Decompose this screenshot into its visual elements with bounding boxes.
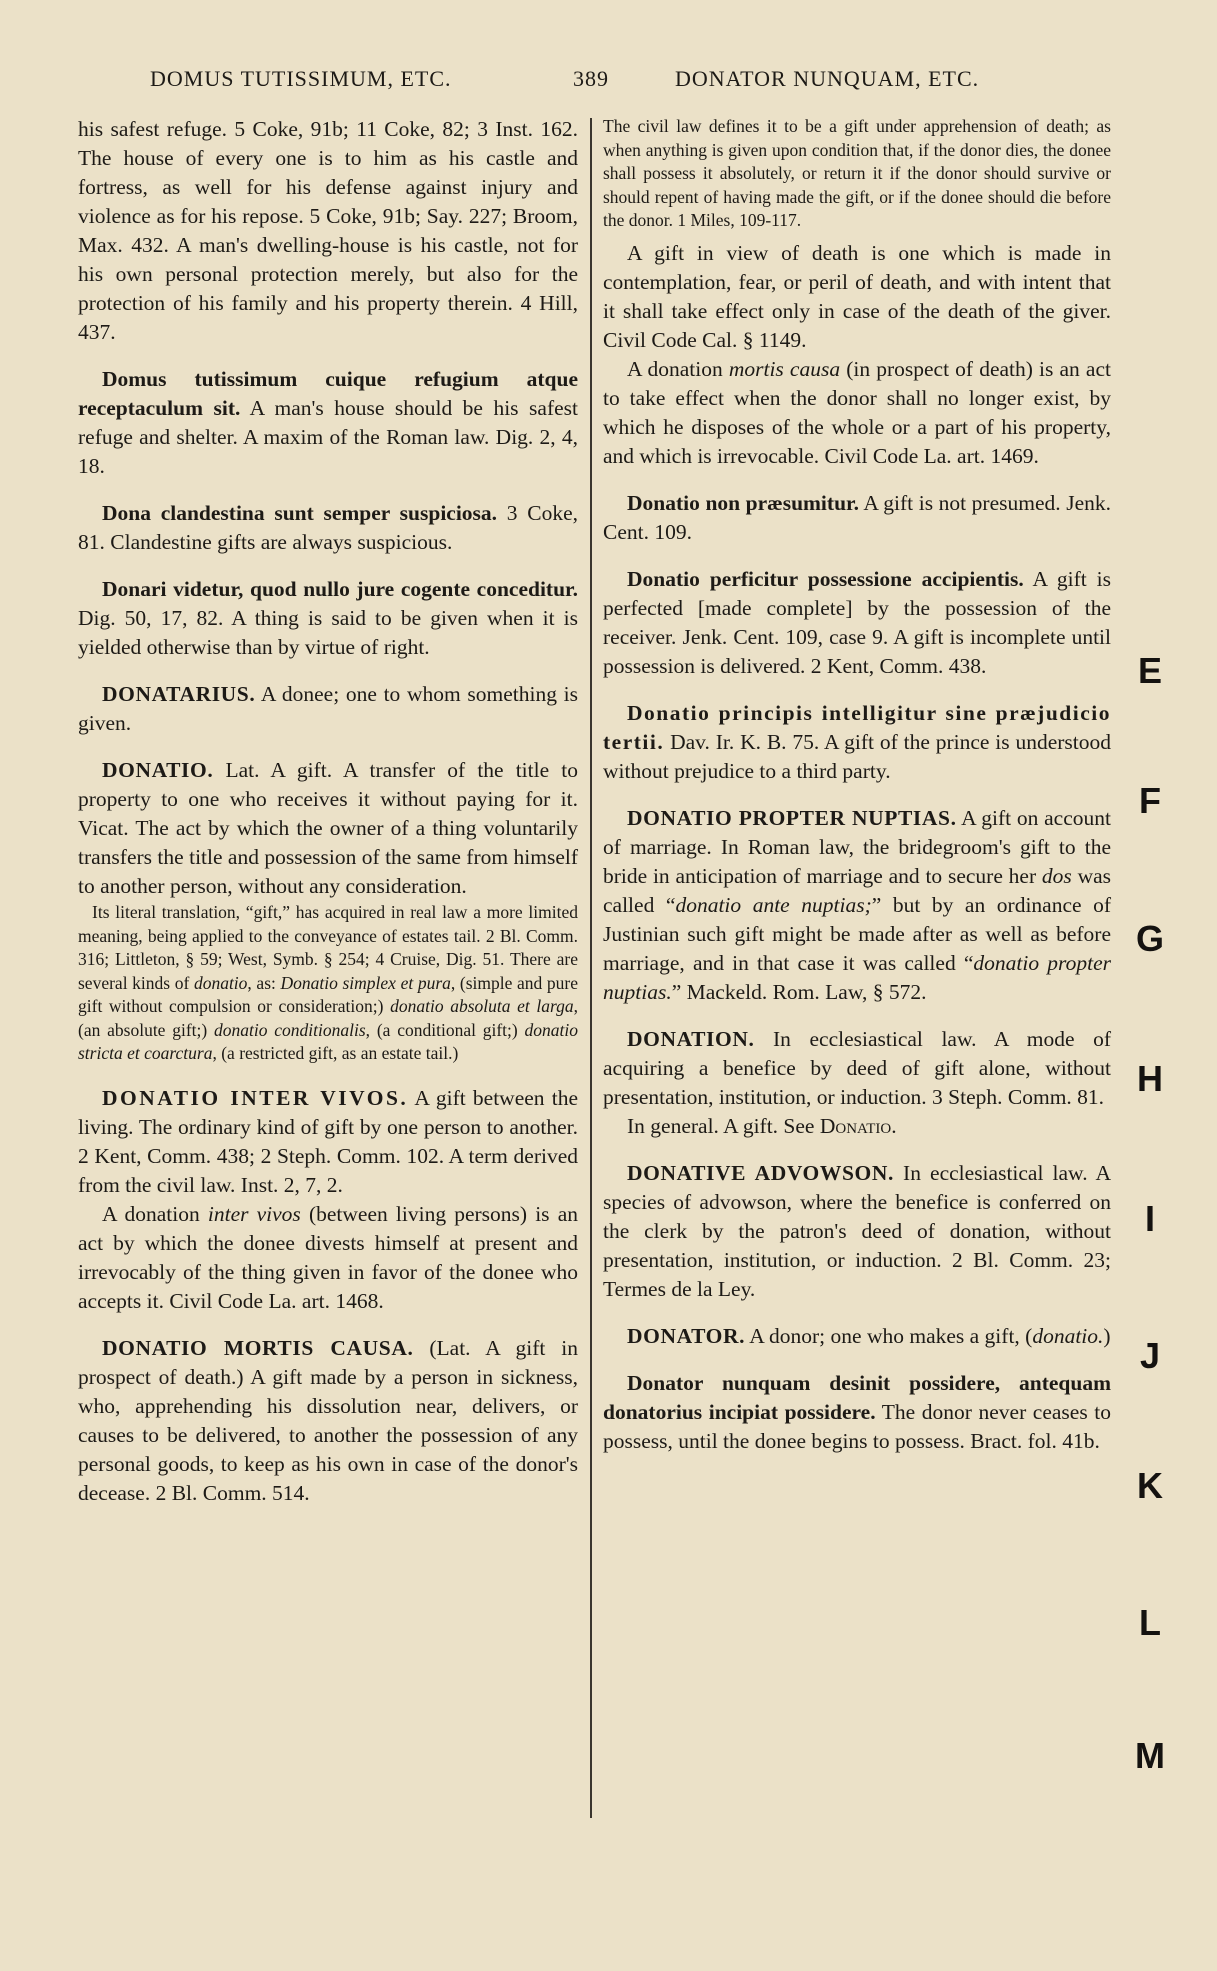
- entry-paragraph: [603, 1369, 1111, 1456]
- entry-paragraph: [603, 804, 1111, 1007]
- entry-definition: Lat. A gift. A transfer of the title to property to one who receives it without paying for it. Vicat. The act by which the owner of a thing voluntarily transfers the title and possession of the same from himself to another person, without any consideration.: [78, 758, 578, 898]
- entry-text: ): [1103, 1323, 1111, 1348]
- entry-text: his safest refuge. 5 Coke, 91b; 11 Coke, 82; 3 Inst. 162. The house of every one is to him as his castle and fortress, as well for his defense against injury and violence as for his repose. 5 Coke, 91b; Say. 227; Broom, Max. 432. A man's dwelling-house is his castle, not for his own personal protection merely, but also for the protection of his family and his property therein. 4 Hill, 437.: [78, 117, 578, 344]
- entry-definition: A gift between the living. The ordinary kind of gift by one person to another. 2 Kent, Comm. 438; 2 Steph. Comm. 102. A term derived from the civil law. Inst. 2, 7, 2.: [78, 1085, 578, 1197]
- entry-paragraph: [78, 499, 578, 557]
- entry-paragraph: [603, 1025, 1111, 1112]
- entry-headword: Donator nunquam desinit possidere, antequam donatorius incipiat possidere.: [603, 1370, 1111, 1424]
- entry-headword: DONATIO.: [102, 758, 214, 782]
- entry-paragraph: A gift in view of death is one which is made in contemplation, fear, or peril of death, and with intent that it shall take effect only in case of the death of the giver. Civil Code Cal. § 1149.: [603, 240, 1111, 352]
- thumb-index-letter: K: [1137, 1465, 1163, 1506]
- entry-text: (between living persons) is an act by which the donee divests himself at present and irrevocably of the thing given in favor of the donee who accepts it. Civil Code La. art. 1468.: [78, 1201, 578, 1313]
- entry-headword: Donatio non præsumitur.: [627, 490, 859, 515]
- entry-headword: Domus tutissimum cuique refugium atque receptaculum sit.: [78, 367, 578, 420]
- entry-paragraph: [603, 1112, 1111, 1141]
- left-column: [78, 115, 578, 1526]
- note-italic: donatio conditionalis: [214, 1019, 366, 1040]
- entry-headword: Donatio perficitur possessione accipientis.: [627, 566, 1024, 591]
- entry-donari-videtur: [78, 575, 578, 662]
- entry-paragraph: [603, 489, 1111, 547]
- entry-headword: DONATARIUS.: [102, 682, 256, 706]
- entry-definition: In ecclesiastical law. A mode of acquiring a benefice by deed of gift alone, without presentation, institution, or induction. 3 Steph. Comm. 81.: [603, 1026, 1111, 1109]
- entry-dona-clandestina: [78, 499, 578, 557]
- running-header: [145, 66, 1045, 106]
- entry-paragraph: [603, 1322, 1111, 1351]
- entry-italic: dos: [1041, 863, 1072, 888]
- thumb-index-letter: M: [1135, 1735, 1165, 1776]
- entry-text: ” but by an ordinance of Justinian such gift might be made after as well as before marriage, and in that case it was called “: [603, 892, 1112, 975]
- entry-paragraph: [78, 1084, 578, 1200]
- entry-headword: Donatio principis intelligitur sine præjudicio tertii.: [603, 700, 1111, 754]
- entry-text: was called “: [603, 863, 1112, 917]
- entry-paragraph: [603, 699, 1111, 786]
- entry-italic: donatio.: [1032, 1323, 1104, 1348]
- entry-headword: DONATIVE ADVOWSON.: [627, 1160, 894, 1185]
- entry-text: A gift on account of marriage. In Roman law, the bridegroom's gift to the bride in anticipation of marriage and to secure her: [603, 805, 1111, 888]
- note-italic: donatio absoluta et larga: [390, 996, 574, 1016]
- entry-note: The civil law defines it to be a gift under apprehension of death; as when anything is given upon condition that, if the donor dies, the donee shall possess it absolutely, or return it if the donor should survive or should repent of having made the gift, or if the donee should die before the donor. 1 Miles, 109-117.: [603, 116, 1111, 230]
- entry-text: In general. A gift. See: [627, 1113, 820, 1138]
- note-text: , (a restricted gift, as an estate tail.): [212, 1043, 459, 1063]
- entry-paragraph: [78, 1200, 578, 1316]
- entry-definition: Dav. Ir. K. B. 75. A gift of the prince is understood without prejudice to a third party.: [603, 729, 1112, 783]
- entry-paragraph: [78, 365, 578, 481]
- note-text: Its literal translation, “gift,” has acquired in real law a more limited meaning, being applied to the conveyance of estates tail. 2 Bl. Comm. 316; Littleton, § 59; West, Symb. § 254; 4 Cruise, Dig. 51. There are several kinds of: [78, 902, 578, 993]
- cross-reference: Donatio.: [819, 1113, 897, 1138]
- entry-paragraph: [78, 575, 578, 662]
- entry-italic: donatio ante nuptias;: [675, 892, 872, 917]
- entry-text: ” Mackeld. Rom. Law, § 572.: [671, 979, 927, 1004]
- entry-text: (in prospect of death) is an act to take effect when the donor shall no longer exist, by which he disposes of the whole or a part of his property, and which is irrevocable. Civil Code La. art. 1469.: [603, 356, 1111, 468]
- entry-definition: Dig. 50, 17, 82. A thing is said to be given when it is yielded otherwise than by virtue of right.: [78, 606, 578, 659]
- entry-domus-tutissimum: [78, 365, 578, 481]
- entry-definition: A gift is perfected [made complete] by the possession of the receiver. Jenk. Cent. 109, case 9. A gift is incomplete until possession is delivered. 2 Kent, Comm. 438.: [603, 566, 1111, 678]
- entry-definition: (Lat. A gift in prospect of death.) A gift made by a person in sickness, who, apprehending his dissolution near, delivers, or causes to be delivered, to another the possession of any personal goods, to keep as his own in case of the donor's decease. 2 Bl. Comm. 514.: [78, 1335, 578, 1505]
- entry-paragraph: [78, 1334, 578, 1508]
- note-text: , (simple and pure gift without compulsion or consideration;): [78, 972, 578, 1016]
- entry-paragraph: [603, 1159, 1111, 1304]
- entry-donatio-inter-vivos: [78, 1084, 578, 1316]
- entry-note: [78, 901, 578, 1066]
- entry-definition: A man's house should be his safest refuge and shelter. A maxim of the Roman law. Dig. 2, 4, 18.: [78, 396, 578, 478]
- entry-paragraph: [603, 355, 1111, 471]
- entry-italic: inter vivos: [207, 1201, 301, 1226]
- right-column: [603, 115, 1111, 1474]
- entry-paragraph: [78, 756, 578, 901]
- entry-definition: A donee; one to whom something is given.: [78, 682, 578, 735]
- entry-headword: DONATIO MORTIS CAUSA.: [102, 1335, 414, 1360]
- entry-definition: 3 Coke, 81. Clandestine gifts are always suspicious.: [78, 501, 579, 554]
- entry-italic: mortis causa: [728, 356, 841, 381]
- entry-donatio-principis: [603, 699, 1111, 786]
- entry-donatio-mortis-causa: [78, 1334, 578, 1508]
- entry-text: A donor; one who makes a gift, (: [749, 1323, 1033, 1348]
- entry-headword: Dona clandestina sunt semper suspiciosa.: [102, 501, 498, 525]
- header-left-guide-word: DOMUS TUTISSIMUM, ETC.: [150, 66, 452, 91]
- note-text: , (a conditional gift;): [365, 1019, 525, 1040]
- note-italic: Donatio simplex et pura: [280, 972, 451, 993]
- entry-donatio-propter-nuptias: [603, 804, 1111, 1007]
- page-number: 389: [573, 66, 609, 91]
- entry-text: A donation: [102, 1201, 208, 1226]
- thumb-index-letter: G: [1135, 918, 1164, 959]
- entry-headword: DONATOR.: [627, 1323, 746, 1348]
- header-right-guide-word: DONATOR NUNQUAM, ETC.: [675, 66, 980, 91]
- column-divider: [590, 118, 592, 1818]
- thumb-index: [1130, 650, 1190, 1800]
- entry-donatio: [78, 756, 578, 1066]
- note-italic: donatio stricta et coarctura: [78, 1019, 578, 1063]
- note-text: , (an absolute gift;): [78, 996, 578, 1040]
- entry-paragraph: [78, 680, 578, 738]
- entry-definition: In ecclesiastical law. A species of advowson, where the benefice is conferred on the clerk by the patron's deed of donation, without presentation, institution, or induction. 2 Bl. Comm. 23; Termes de la Ley.: [603, 1160, 1111, 1301]
- entry-donation: [603, 1025, 1111, 1141]
- entry-donator-nunquam: [603, 1369, 1111, 1456]
- thumb-index-letter: F: [1139, 780, 1161, 821]
- entry-donatio-perficitur: [603, 565, 1111, 681]
- thumb-index-letter: E: [1137, 650, 1162, 691]
- entry-definition: The donor never ceases to possess, until the donee begins to possess. Bract. fol. 41b.: [603, 1399, 1111, 1453]
- thumb-index-letter: J: [1139, 1335, 1161, 1376]
- entry-domus-continued: [78, 115, 578, 347]
- entry-paragraph: [603, 565, 1111, 681]
- entry-donatio-mortis-causa-continued: [603, 115, 1111, 471]
- entry-headword: DONATION.: [627, 1026, 755, 1051]
- entry-headword: DONATIO PROPTER NUPTIAS.: [627, 805, 957, 830]
- entry-donatarius: [78, 680, 578, 738]
- thumb-index-letter: H: [1137, 1058, 1163, 1099]
- entry-donatio-non-praesumitur: [603, 489, 1111, 547]
- note-italic: donatio: [193, 972, 248, 993]
- entry-donator: [603, 1322, 1111, 1351]
- note-text: , as:: [247, 972, 281, 993]
- thumb-index-letter: I: [1144, 1198, 1155, 1239]
- entry-text: A donation: [627, 356, 729, 381]
- entry-headword: Donari videtur, quod nullo jure cogente conceditur.: [102, 577, 578, 601]
- thumb-index-letter: L: [1139, 1602, 1161, 1643]
- entry-italic: donatio propter nuptias.: [603, 950, 1111, 1004]
- entry-definition: A gift is not presumed. Jenk. Cent. 109.: [603, 490, 1111, 544]
- entry-donative-advowson: [603, 1159, 1111, 1304]
- entry-headword: DONATIO INTER VIVOS.: [102, 1085, 409, 1110]
